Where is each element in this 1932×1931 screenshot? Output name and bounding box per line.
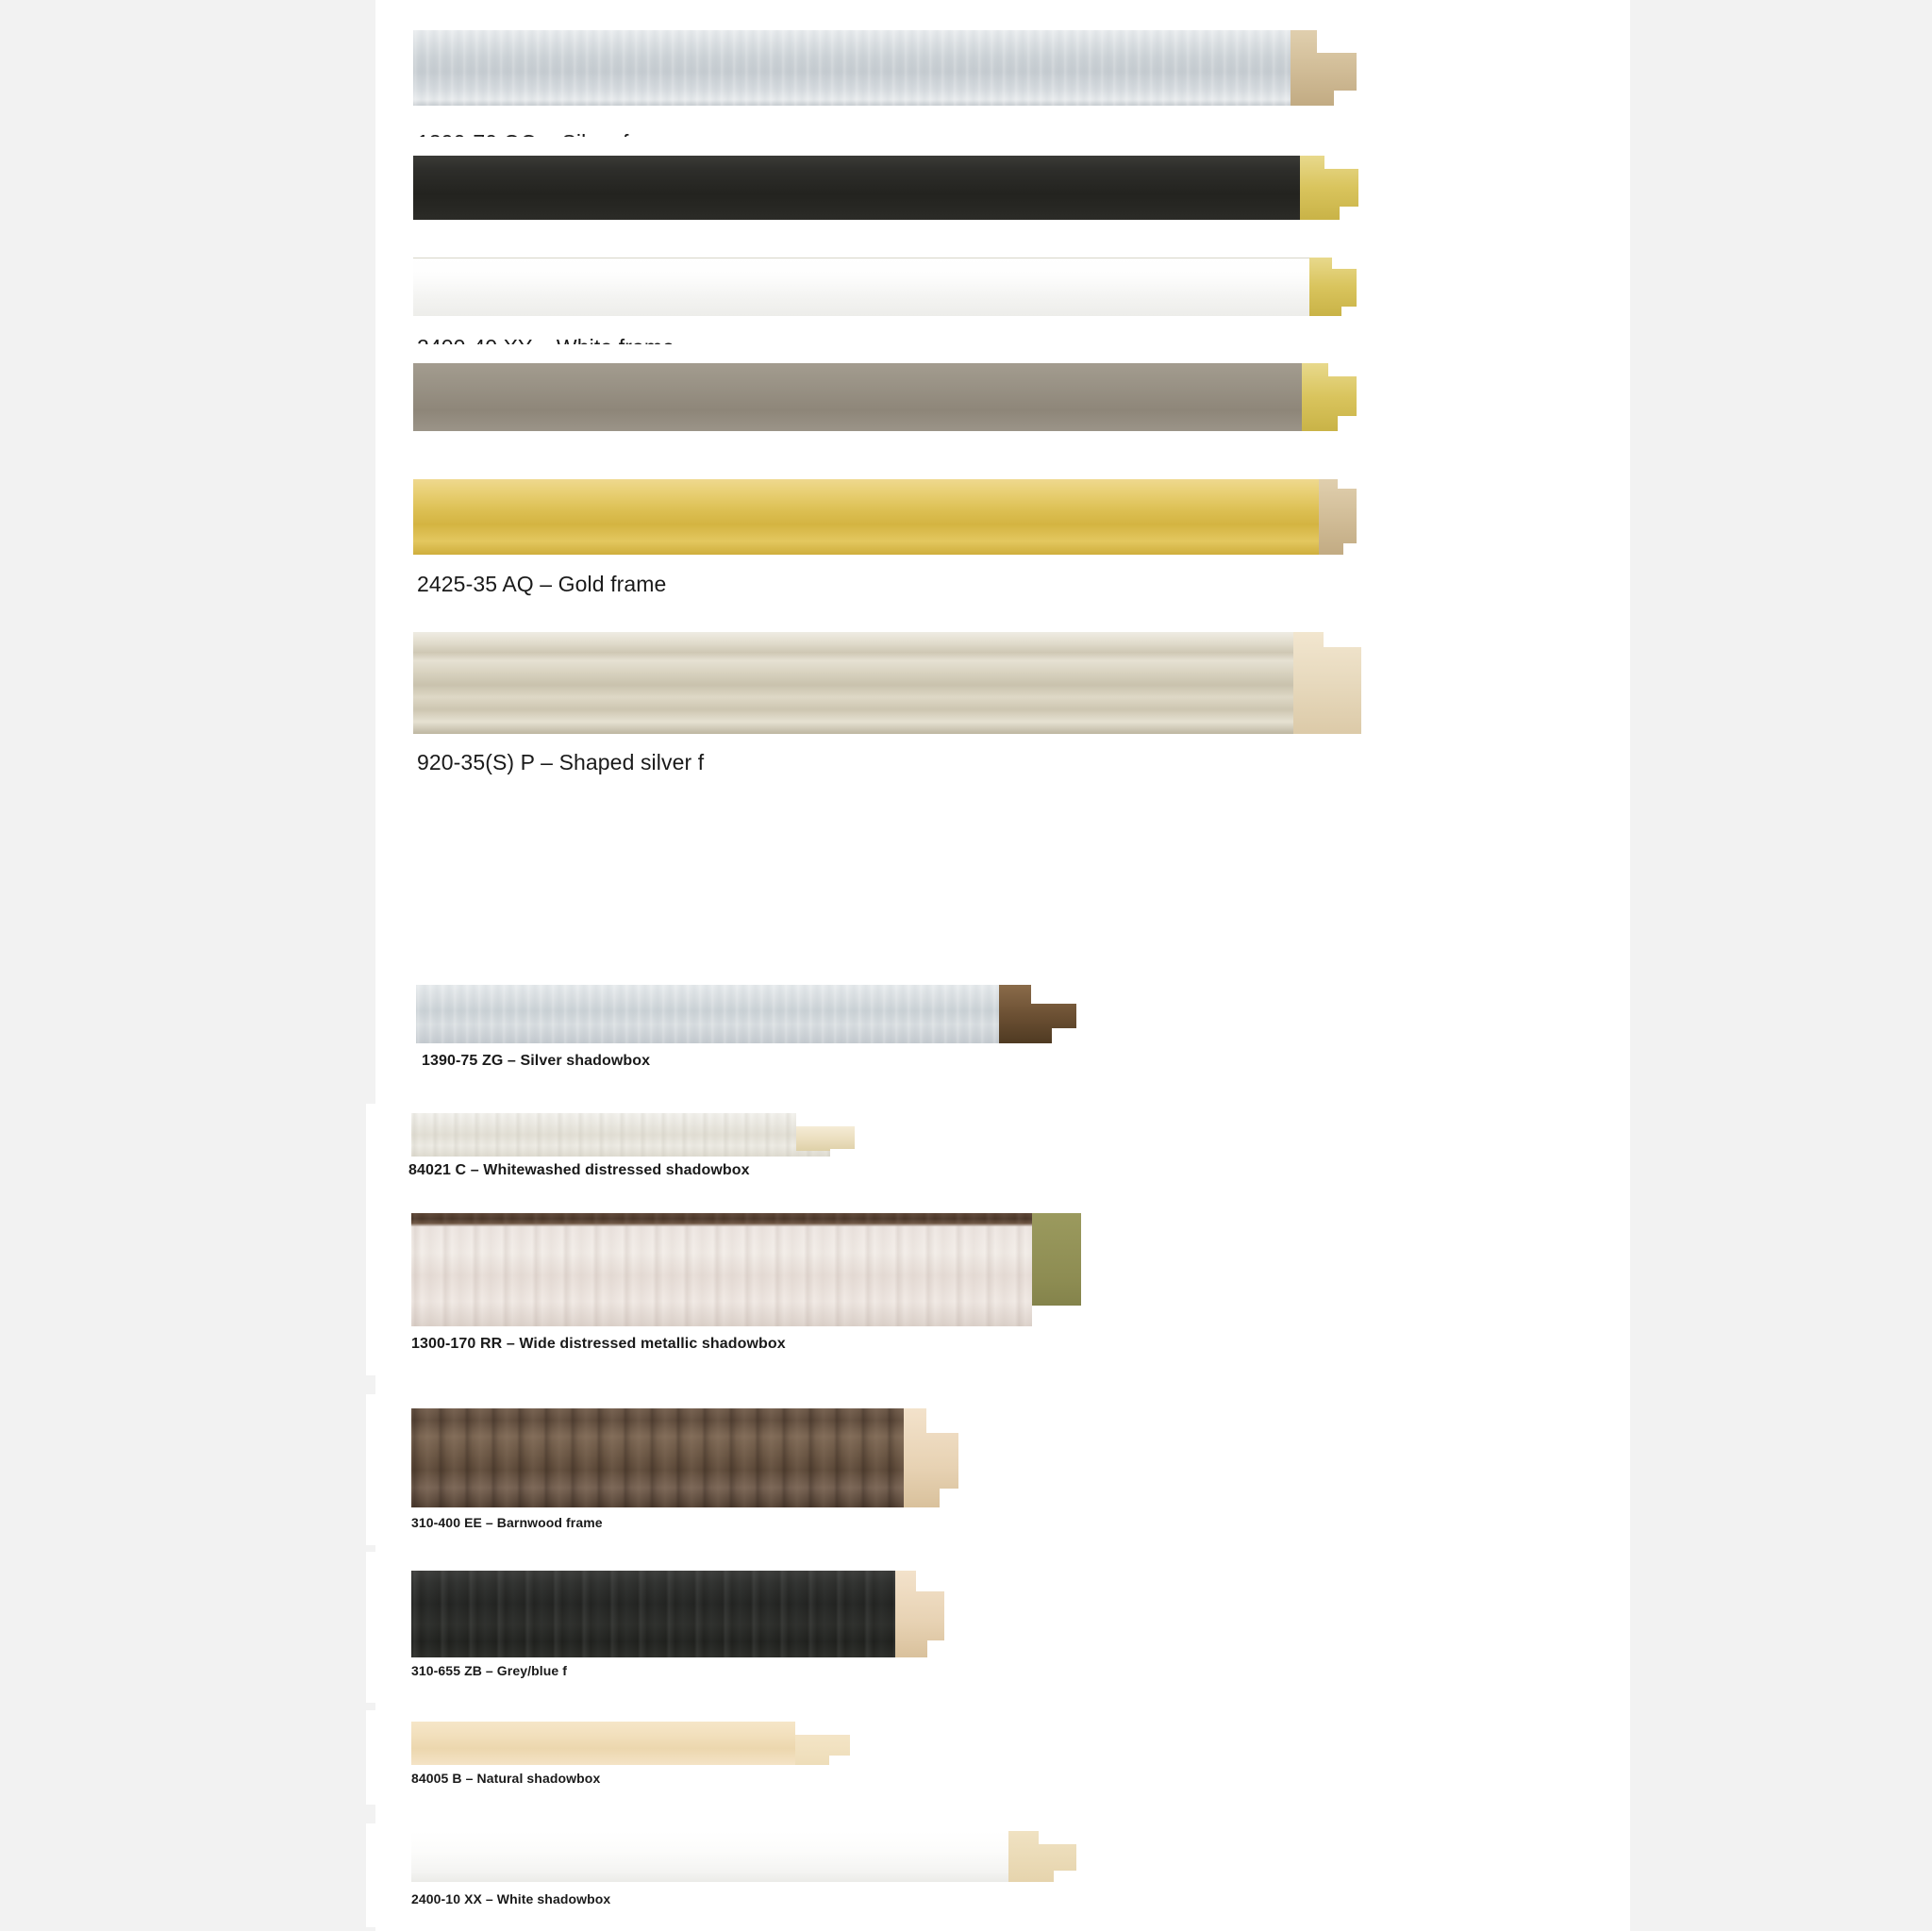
- moulding-face: [411, 1213, 1081, 1326]
- moulding-image: [411, 1408, 958, 1507]
- moulding-notch-lower: [1343, 543, 1357, 555]
- moulding-face: [413, 479, 1357, 555]
- moulding-image: [413, 156, 1358, 220]
- moulding-notch-lower: [1341, 307, 1357, 316]
- moulding-face: [411, 1408, 958, 1507]
- moulding-notch-lower: [940, 1489, 958, 1507]
- moulding-notch: [1032, 1306, 1081, 1326]
- texture-overlay: [416, 985, 1076, 1043]
- sample-caption: 1300-170 RR – Wide distressed metallic shadowbox: [411, 1336, 786, 1352]
- moulding-notch: [1338, 479, 1357, 489]
- texture-overlay: [411, 1213, 1081, 1326]
- moulding-notch-lower: [1054, 1871, 1076, 1882]
- sample-block: [366, 1394, 1069, 1545]
- moulding-notch-lower: [1340, 207, 1358, 220]
- moulding-image: [411, 1722, 850, 1765]
- moulding-notch-lower: [927, 1640, 944, 1657]
- moulding-image: [411, 1113, 855, 1157]
- moulding-image: [413, 632, 1361, 734]
- sample-caption: 1390-75 ZG – Silver shadowbox: [422, 1053, 651, 1069]
- moulding-face: [411, 1571, 944, 1657]
- moulding-end-profile: [1293, 632, 1361, 734]
- sample-block: [366, 1552, 1069, 1703]
- moulding-notch: [1317, 30, 1357, 53]
- sample-caption: 2425-35 AQ – Gold frame: [417, 572, 667, 596]
- moulding-notch: [1031, 985, 1076, 1004]
- moulding-notch: [916, 1571, 944, 1591]
- sample-block: [366, 1104, 1149, 1198]
- moulding-notch-lower: [1334, 91, 1357, 106]
- texture-overlay: [411, 1408, 958, 1507]
- moulding-notch: [1328, 363, 1357, 376]
- moulding-notch: [1324, 156, 1358, 169]
- texture-overlay: [411, 1113, 855, 1157]
- sample-block: [366, 1823, 1130, 1927]
- moulding-notch: [1324, 632, 1361, 647]
- moulding-notch: [796, 1113, 855, 1126]
- texture-overlay: [413, 30, 1357, 106]
- moulding-end-profile: [796, 1126, 855, 1151]
- moulding-image: [413, 479, 1357, 555]
- sample-caption: 310-400 EE – Barnwood frame: [411, 1515, 603, 1530]
- sample-caption: 2400-10 XX – White shadowbox: [411, 1891, 611, 1906]
- moulding-face: [413, 258, 1357, 316]
- moulding-notch-lower: [830, 1149, 855, 1157]
- moulding-face: [413, 632, 1361, 734]
- moulding-image: [411, 1571, 944, 1657]
- moulding-face: [411, 1113, 855, 1157]
- texture-overlay: [411, 1571, 944, 1657]
- moulding-face: [413, 30, 1357, 106]
- document-sheet: [375, 0, 1630, 1931]
- moulding-notch-lower: [829, 1756, 850, 1765]
- moulding-notch-lower: [1052, 1028, 1076, 1043]
- moulding-notch: [926, 1408, 958, 1433]
- sample-caption: 310-655 ZB – Grey/blue f: [411, 1663, 568, 1678]
- moulding-face: [413, 156, 1358, 220]
- moulding-face: [411, 1831, 1076, 1882]
- sample-caption: 920-35(S) P – Shaped silver f: [417, 750, 705, 774]
- sample-caption: 84005 B – Natural shadowbox: [411, 1771, 601, 1786]
- moulding-image: [413, 30, 1357, 106]
- sample-block: [375, 608, 1423, 778]
- moulding-face: [413, 363, 1357, 431]
- moulding-image: [413, 363, 1357, 431]
- sample-block: [366, 1196, 1149, 1375]
- moulding-notch: [795, 1722, 850, 1735]
- moulding-image: [411, 1213, 1081, 1326]
- sample-block: [375, 451, 1423, 611]
- page-gutter-left: [0, 0, 375, 1931]
- moulding-image: [413, 258, 1357, 316]
- moulding-notch: [1039, 1831, 1076, 1844]
- moulding-image: [416, 985, 1076, 1043]
- sample-caption: 84021 C – Whitewashed distressed shadowbox: [408, 1162, 750, 1178]
- sample-block: [380, 960, 1144, 1074]
- moulding-face: [416, 985, 1076, 1043]
- moulding-image: [411, 1831, 1076, 1882]
- moulding-notch-lower: [1338, 416, 1357, 431]
- moulding-notch: [1332, 258, 1357, 269]
- page-gutter-right: [1630, 0, 1932, 1931]
- moulding-face: [411, 1722, 850, 1765]
- sample-block: [366, 1710, 984, 1805]
